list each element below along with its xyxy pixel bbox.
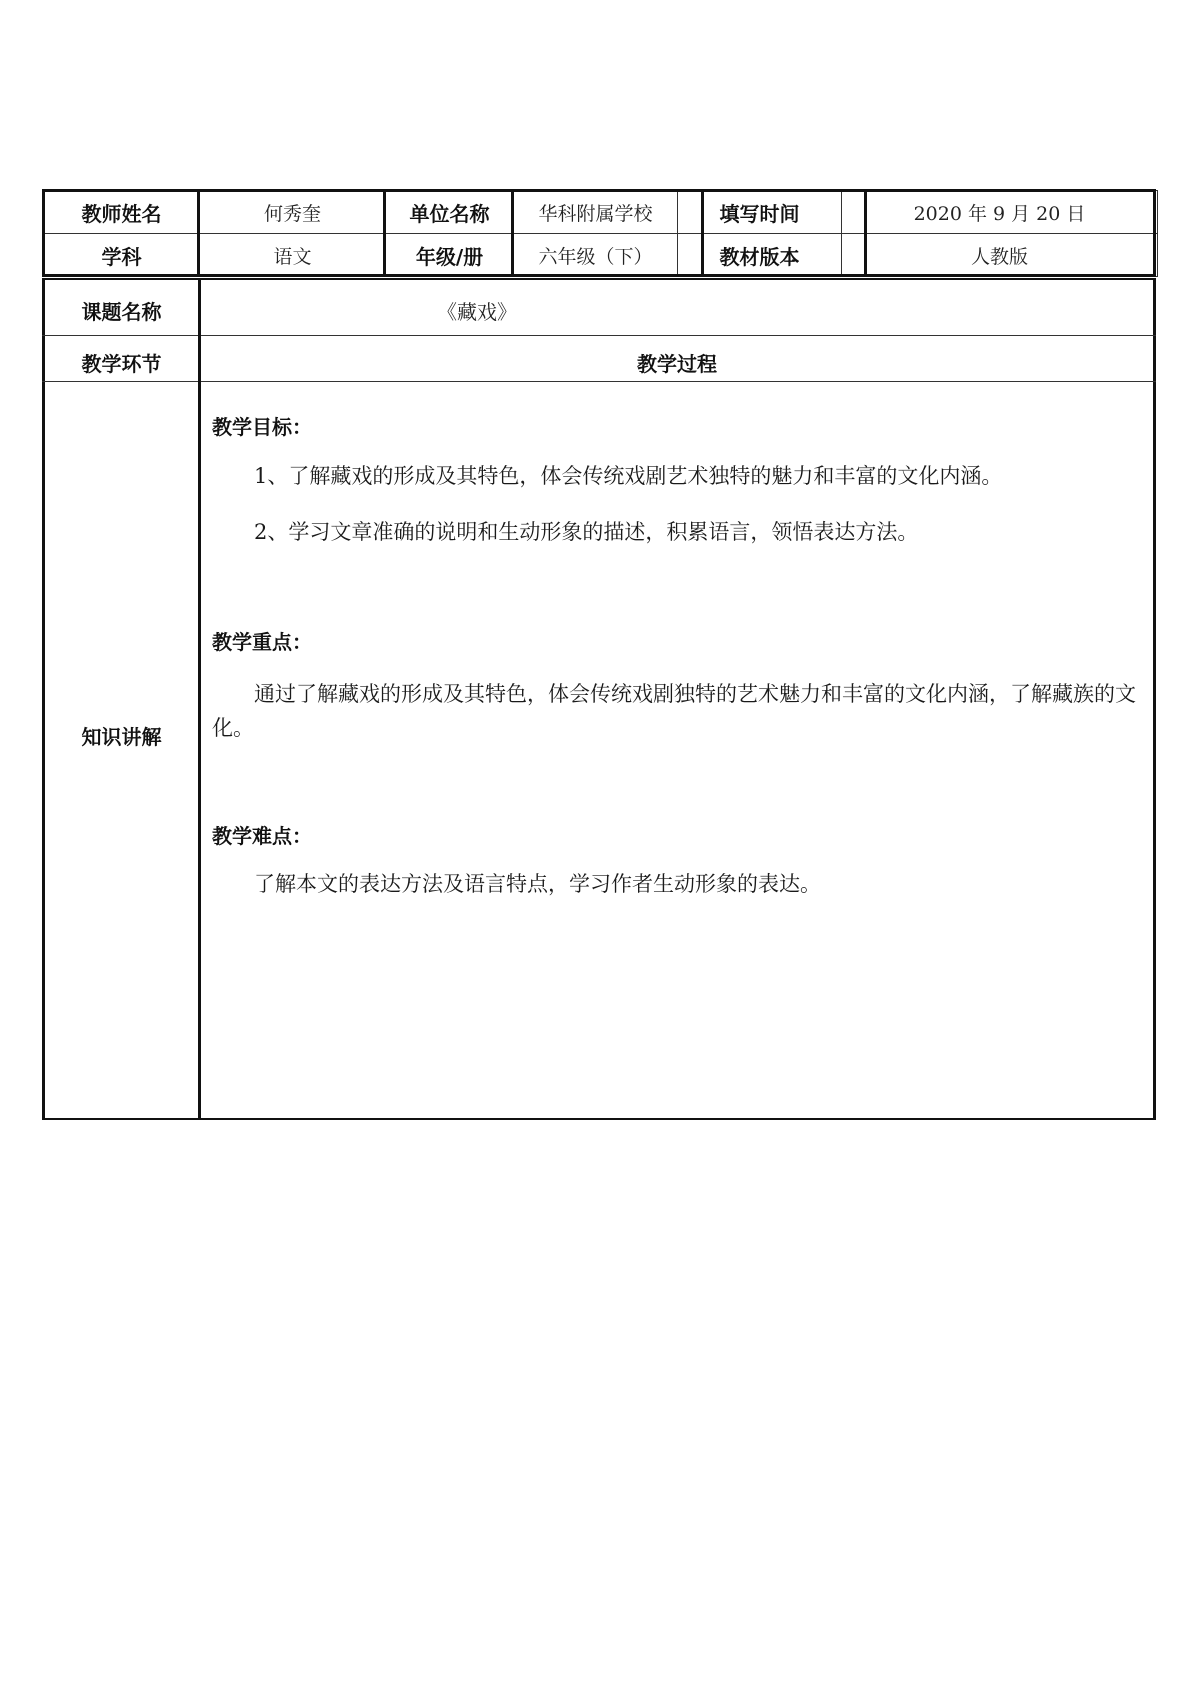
grade-label: 年级/册 [386, 234, 514, 277]
key-points-text: 通过了解藏戏的形成及其特色，体会传统戏剧独特的艺术魅力和丰富的文化内涵，了解藏族的文化。 [212, 682, 1136, 740]
info-table [43, 190, 1158, 277]
lesson-column-divider [198, 278, 201, 1120]
difficulty-text: 了解本文的表达方法及语言特点，学习作者生动形象的表达。 [254, 872, 821, 896]
teacher-name-label: 教师姓名 [44, 191, 200, 234]
process-heading: 教学过程 [637, 352, 717, 376]
unit-name-value: 华科附属学校 [514, 191, 678, 234]
key-points-heading: 教学重点： [212, 630, 312, 654]
lesson-top-line [42, 278, 1156, 280]
fill-date-value: 2020 年 9 月 20 日 [842, 191, 1158, 234]
info-row-1 [44, 191, 1158, 234]
objective-item: 1、了解藏戏的形成及其特色，体会传统戏剧艺术独特的魅力和丰富的文化内涵。 [254, 464, 1003, 488]
lesson-row-line-2 [42, 381, 1156, 382]
fill-date-label: 填写时间 [678, 191, 842, 234]
objectives-heading: 教学目标： [212, 415, 312, 439]
difficulty-heading: 教学难点： [212, 824, 312, 848]
section-label: 知识讲解 [81, 725, 162, 749]
teacher-name-value: 何秀奎 [200, 191, 386, 234]
objective-item: 2、学习文章准确的说明和生动形象的描述，积累语言，领悟表达方法。 [254, 520, 919, 544]
stage-label: 教学环节 [81, 352, 162, 376]
unit-name-label: 单位名称 [386, 191, 514, 234]
info-row-2 [44, 234, 1158, 277]
grade-value: 六年级（下） [514, 234, 678, 277]
edition-label: 教材版本 [678, 234, 842, 277]
lesson-row-line-1 [42, 335, 1156, 336]
topic-value: 《藏戏》 [437, 300, 517, 324]
subject-label: 学科 [44, 234, 200, 277]
edition-value: 人教版 [842, 234, 1158, 277]
topic-label: 课题名称 [81, 300, 162, 324]
subject-value: 语文 [200, 234, 386, 277]
